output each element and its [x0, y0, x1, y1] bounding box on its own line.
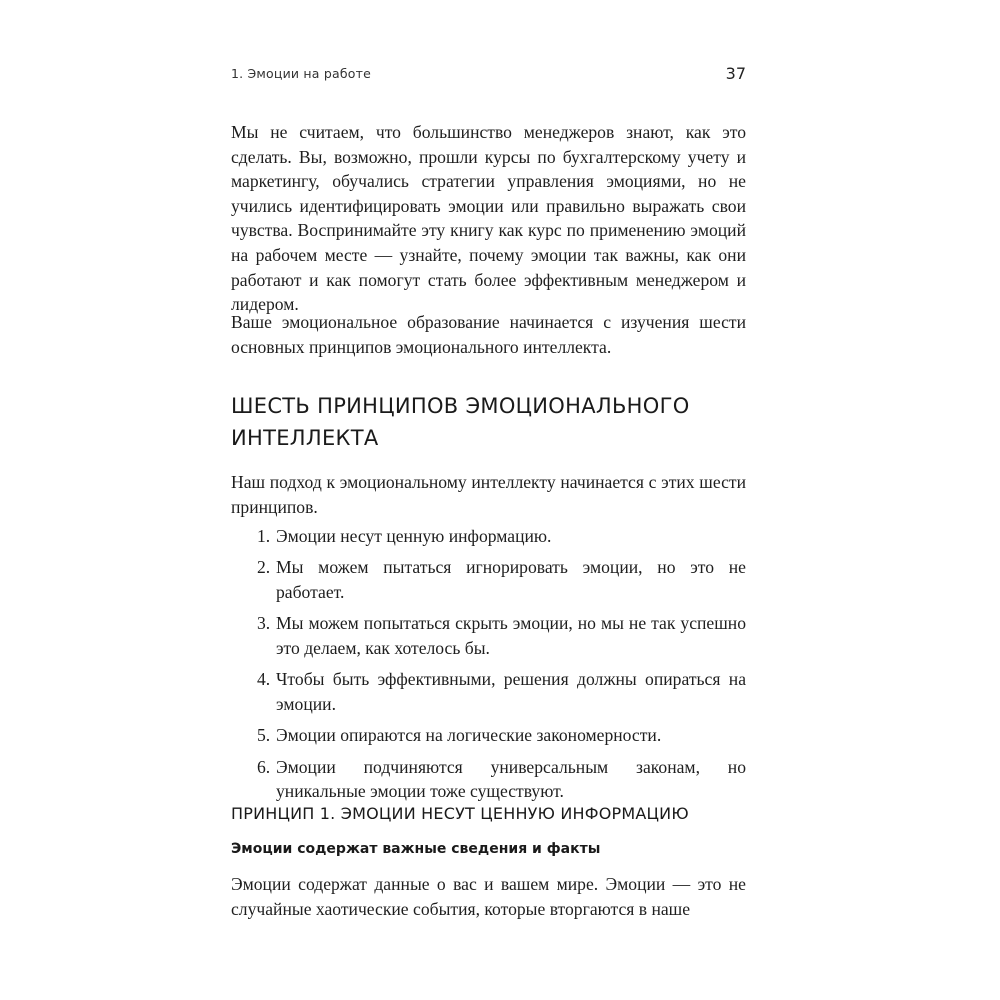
list-item-text: Эмоции опираются на логические закономерности. — [276, 725, 662, 746]
list-item-text: Чтобы быть эффективными, решения должны опираться на эмоции. — [276, 669, 746, 714]
principles-list — [231, 524, 746, 811]
page-number: 37 — [725, 64, 746, 83]
list-item-number: 3. — [257, 613, 271, 634]
list-item-number: 1. — [257, 526, 271, 546]
list-item-text: Эмоции несут ценную информацию. — [276, 526, 552, 546]
list-item — [231, 755, 746, 804]
body-paragraph: Ваше эмоциональное образование начинается с изучения шести основных принципов эмоционального интеллекта. — [231, 312, 746, 357]
body-paragraph: Эмоции содержат данные о вас и вашем мире. Эмоции — это не случайные хаотические события, которые вторгаются в наше — [231, 874, 746, 919]
principle-heading: ПРИНЦИП 1. ЭМОЦИИ НЕСУТ ЦЕННУЮ ИНФОРМАЦИЮ — [231, 804, 689, 823]
list-item — [231, 723, 746, 748]
body-paragraph: Наш подход к эмоциональному интеллекту начинается с этих шести принципов. — [231, 472, 746, 517]
list-item-number: 4. — [257, 669, 271, 690]
section-heading: ШЕСТЬ ПРИНЦИПОВ ЭМОЦИОНАЛЬНОГО ИНТЕЛЛЕКТА — [231, 394, 690, 450]
body-paragraph: Мы не считаем, что большинство менеджеров знают, как это сделать. Вы, возможно, прошли курсы по бухгалтерскому учету и маркетингу, обучались стратегии управления эмоциями, но не учились идентифицировать эмоции или правильно выражать свои чувства. Воспринимайте эту книгу как курс по применению эмоций на рабочем месте — узнайте, почему эмоции так важны, как они работают и как помогут стать более эффективным менеджером и лидером. — [231, 122, 746, 315]
list-item-text: Мы можем попытаться скрыть эмоции, но мы не так успешно это делаем, как хотелось бы. — [276, 613, 746, 658]
list-item-number: 6. — [257, 756, 271, 777]
list-item — [231, 524, 746, 549]
list-item-number: 2. — [257, 557, 271, 578]
principle-subheading: Эмоции содержат важные сведения и факты — [231, 841, 601, 857]
running-head: 1. Эмоции на работе — [231, 66, 371, 81]
list-item — [231, 667, 746, 716]
list-item-text: Мы можем пытаться игнорировать эмоции, но это не работает. — [276, 557, 746, 602]
list-item — [231, 611, 746, 660]
list-item — [231, 555, 746, 604]
list-item-text: Эмоции подчиняются универсальным законам, но уникальные эмоции тоже существуют. — [276, 756, 746, 802]
list-item-number: 5. — [257, 725, 271, 746]
